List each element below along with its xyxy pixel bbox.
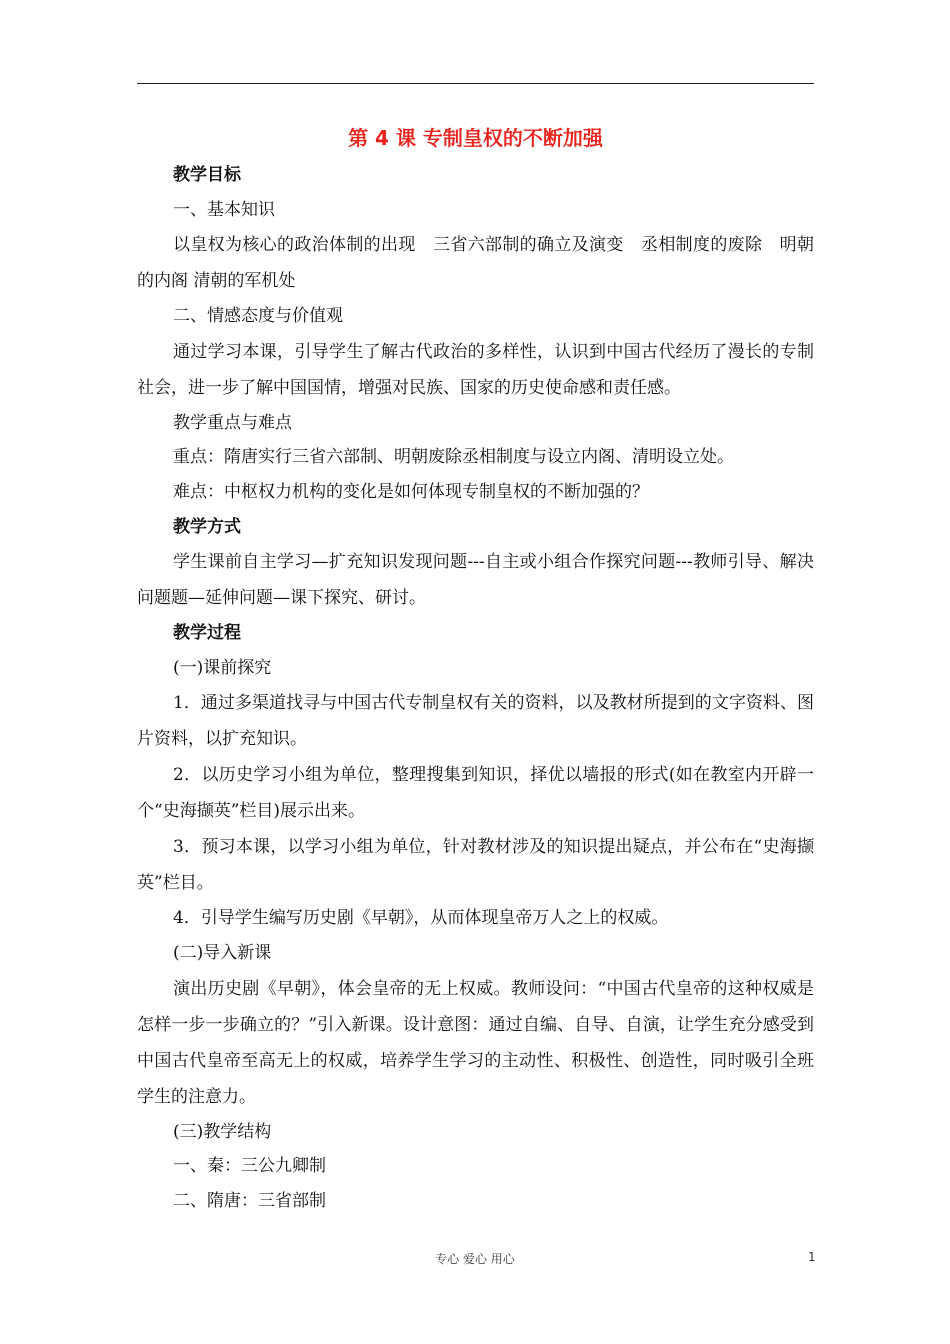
page-title: 第 4 课 专制皇权的不断加强 (348, 126, 603, 150)
paragraph: 难点：中枢权力机构的变化是如何体现专制皇权的不断加强的？ (173, 481, 649, 502)
paragraph: 1．通过多渠道找寻与中国古代专制皇权有关的资料，以及教材所提到的文字资料、图片资料，以扩充知识。 (137, 693, 814, 750)
section-heading: 教学过程 (173, 623, 241, 644)
paragraph: 4．引导学生编写历史剧《早朝》，从而体现皇帝万人之上的权威。 (173, 908, 669, 929)
page-footer (0, 1248, 950, 1268)
header-rule (137, 83, 814, 84)
paragraph: (三)教学结构 (173, 1121, 272, 1142)
paragraph: 一、秦：三公九卿制 (173, 1156, 326, 1177)
section-heading: 教学方式 (173, 516, 241, 537)
paragraph: (一)课前探究 (173, 657, 272, 678)
paragraph: 学生课前自主学习—扩充知识发现问题---自主或小组合作探究问题---教师引导、解决问题题—延伸问题—课下探究、研讨。 (137, 552, 814, 609)
paragraph: 3．预习本课，以学习小组为单位，针对教材涉及的知识提出疑点，并公布在“史海撷英”栏目。 (137, 837, 814, 894)
paragraph: 2．以历史学习小组为单位，整理搜集到知识，择优以墙报的形式(如在教室内开辟一个“史海撷英”栏目)展示出来。 (137, 765, 814, 822)
paragraph: 一、基本知识 (173, 199, 275, 220)
paragraph: 教学重点与难点 (173, 412, 292, 433)
paragraph: 演出历史剧《早朝》，体会皇帝的无上权威。教师设问：“中国古代皇帝的这种权威是怎样一步一步确立的？”引入新课。设计意图：通过自编、自导、自演，让学生充分感受到中国古代皇帝至高无上的权威，培养学生学习的主动性、积极性、创造性，同时吸引全班学生的注意力。 (137, 978, 814, 1107)
document-body (137, 158, 814, 1218)
paragraph: 二、情感态度与价值观 (173, 306, 343, 327)
section-heading: 教学目标 (173, 165, 241, 185)
paragraph: (二)导入新课 (173, 942, 272, 963)
paragraph: 二、隋唐：三省部制 (173, 1190, 326, 1211)
paragraph: 通过学习本课，引导学生了解古代政治的多样性，认识到中国古代经历了漫长的专制社会，进一步了解中国国情，增强对民族、国家的历史使命感和责任感。 (137, 341, 814, 398)
paragraph: 重点：隋唐实行三省六部制、明朝废除丞相制度与设立内阁、清明设立处。 (173, 447, 734, 468)
footer-text: 专心 爱心 用心 (435, 1252, 515, 1266)
page-number: 1 (808, 1250, 816, 1264)
paragraph: 以皇权为核心的政治体制的出现 三省六部制的确立及演变 丞相制度的废除 明朝的内阁 清朝的军机处 (137, 235, 814, 292)
